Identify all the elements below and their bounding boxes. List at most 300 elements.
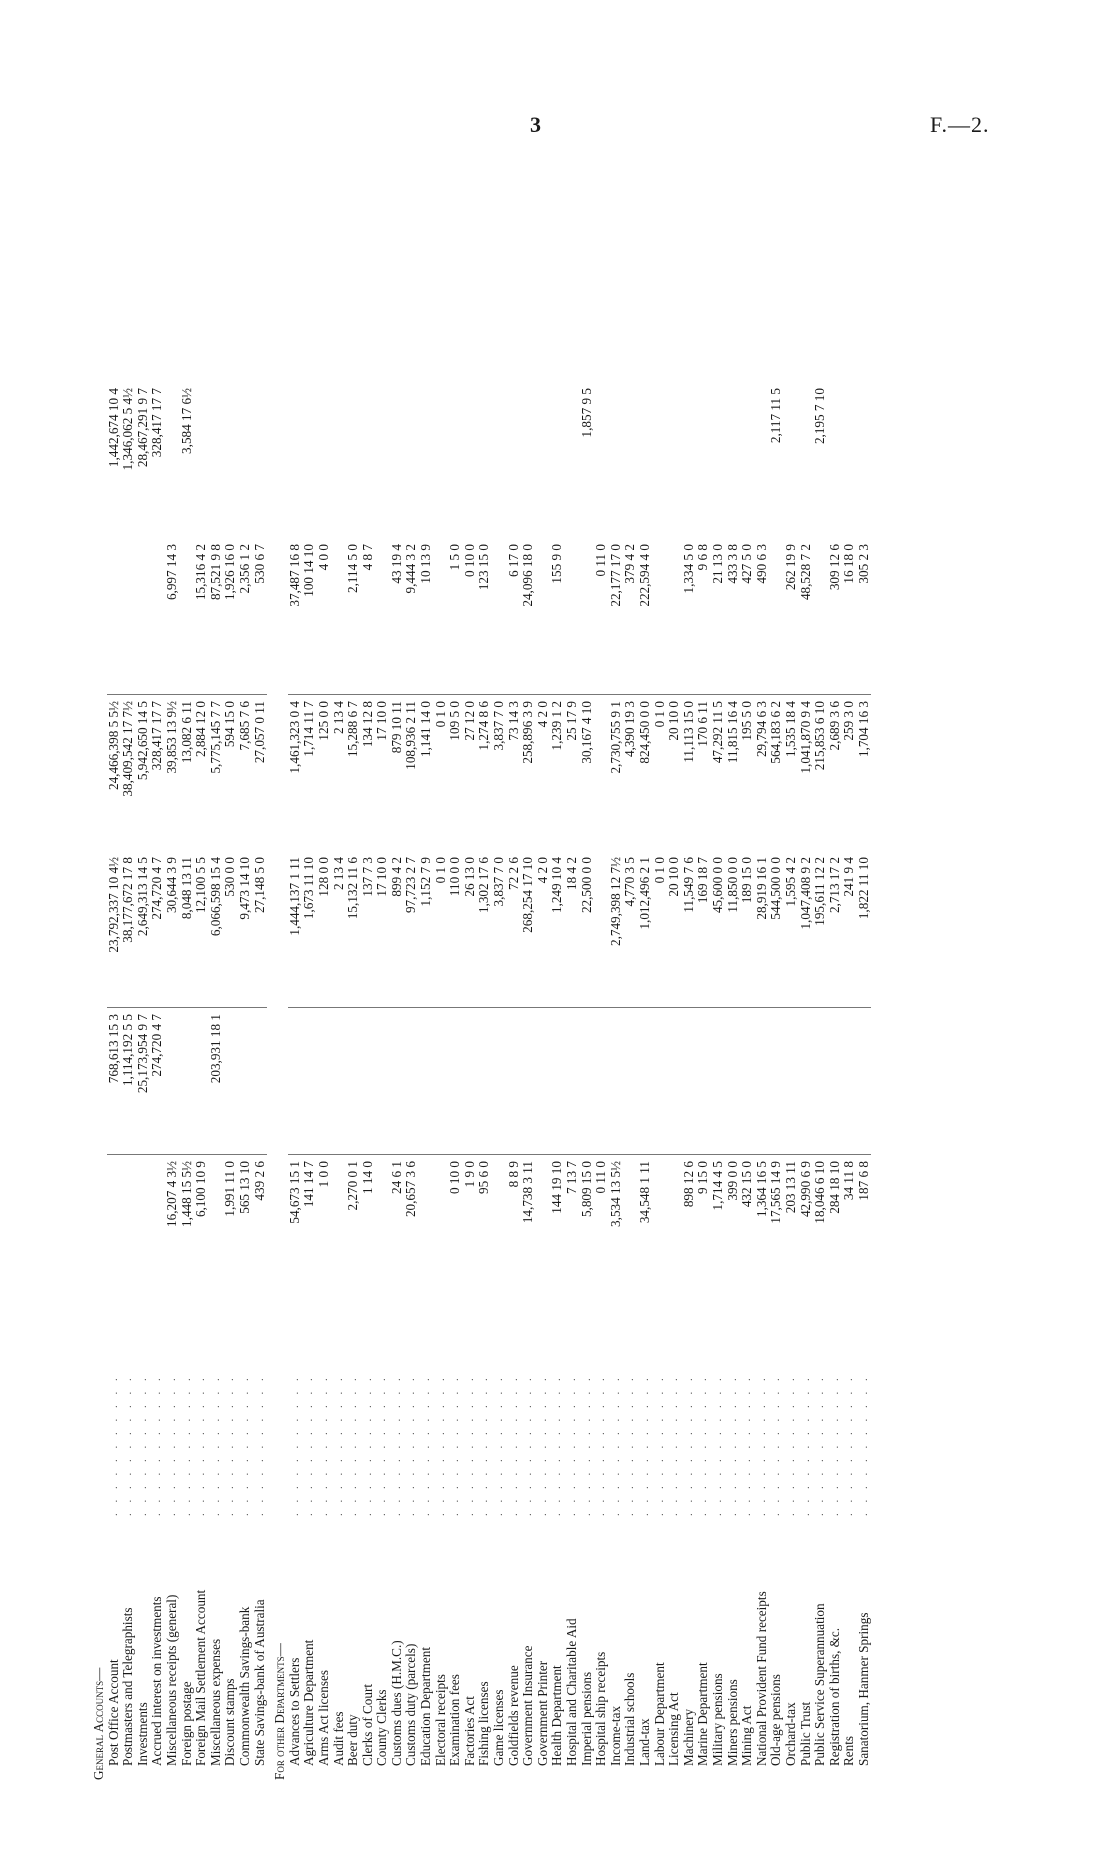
amount-c3: [594, 851, 609, 1008]
amount-c5: 22,177 17 0: [609, 538, 624, 695]
amount-c1: 42,990 6 9: [797, 1161, 813, 1218]
amount-c2: [769, 1008, 784, 1155]
row-label: Customs duty (parcels): [403, 1643, 419, 1766]
amount-c1: 284 18 10: [826, 1161, 842, 1214]
amount-c2: [580, 1008, 595, 1155]
leader-dots: . . . . . . . . . . .: [595, 1374, 608, 1516]
amount-c5: 530 6 7: [253, 538, 268, 695]
amount-c6: 1,346,062 5 4½: [120, 388, 136, 471]
amount-c2: [842, 1008, 857, 1155]
amount-c5: 2,114 5 0: [346, 538, 361, 695]
amount-c5: [653, 538, 668, 695]
amount-c4: 1,041,870 9 4: [797, 701, 813, 774]
amount-c3: 9,473 14 10: [238, 851, 253, 1008]
table-row: [302, 382, 317, 1780]
row-label: Factories Act: [461, 1696, 477, 1766]
leader-dots: . . . . . . . . . . .: [390, 1374, 403, 1516]
amount-c6: [477, 382, 492, 538]
amount-c1: 399 0 0: [724, 1161, 740, 1201]
amount-c3: 45,600 0 0: [711, 851, 726, 1008]
leader-dots: . . . . . . . . . . .: [288, 1374, 301, 1516]
amount-c6: [209, 382, 224, 538]
amount-c5: 0 11 0: [594, 538, 609, 695]
amount-c2: [507, 1008, 522, 1155]
ledger-table-rotated: [90, 130, 1010, 1780]
amount-c4: 27,057 0 11: [251, 701, 267, 764]
amount-c3: 1,595 4 2: [784, 851, 799, 1008]
amount-c3: 11,850 0 0: [726, 851, 741, 1008]
row-label: Foreign postage: [178, 1681, 194, 1766]
amount-c5: [536, 538, 551, 695]
leader-dots: . . . . . . . . . . .: [653, 1374, 666, 1516]
amount-c6: [317, 382, 332, 538]
amount-c5: [375, 538, 390, 695]
amount-c2: [238, 1008, 253, 1155]
leader-dots: . . . . . . . . . . .: [624, 1374, 637, 1516]
leader-dots: . . . . . . . . . . .: [566, 1374, 578, 1516]
amount-c6: [302, 382, 317, 538]
amount-c5: [565, 538, 580, 695]
row-label: Income-tax: [607, 1705, 623, 1766]
leader-dots: . . . . . . . . . . .: [332, 1374, 345, 1516]
amount-c2: [594, 1008, 609, 1155]
amount-c4: 25 17 9: [564, 701, 579, 741]
leader-dots: . . . . . . . . . . .: [522, 1374, 535, 1516]
ledger-table: [90, 382, 875, 1780]
leader-dots: . . . . . . . . . . .: [420, 1374, 433, 1516]
amount-c5: [332, 538, 347, 695]
amount-c1: 1,991 11 0: [222, 1161, 238, 1217]
amount-c1: 2,270 0 1: [345, 1161, 361, 1211]
amount-c4: 0 1 0: [651, 701, 667, 728]
amount-c2: [346, 1008, 361, 1155]
leader-dots: . . . . . . . . . . .: [536, 1374, 549, 1516]
amount-c3: 1,047,408 9 2: [799, 851, 814, 1008]
table-row: [346, 382, 361, 1780]
amount-c3: 137 7 3: [361, 851, 376, 1008]
amount-c1: 439 2 6: [251, 1161, 267, 1201]
amount-c1: [121, 1155, 136, 1312]
leader-dots: . . . . . . . . . . .: [828, 1374, 841, 1516]
amount-c4: 258,896 3 9: [520, 701, 536, 764]
amount-c1: 1,364 16 5: [753, 1161, 769, 1218]
row-label: Registration of births, &c.: [826, 1627, 842, 1766]
table-row: [434, 382, 449, 1780]
amount-c2: [682, 1008, 697, 1155]
amount-c6: [623, 382, 638, 538]
amount-c4: 134 12 8: [359, 701, 375, 748]
page-code: F.—2.: [930, 112, 990, 137]
amount-c4: 594 15 0: [222, 701, 238, 748]
table-row: [209, 382, 224, 1780]
table-row: [507, 382, 522, 1780]
amount-c5: [492, 538, 507, 695]
leader-dots: . . . . . . . . . . .: [478, 1374, 491, 1516]
amount-c2: [813, 1008, 828, 1155]
row-label: Arms Act licenses: [315, 1670, 331, 1766]
amount-c4: 108,936 2 11: [403, 701, 419, 770]
row-label: Postmasters and Telegraphists: [120, 1607, 136, 1766]
amount-c4: 824,450 0 0: [636, 701, 652, 764]
amount-c4: 1,704 16 3: [855, 701, 871, 758]
amount-c4: 4 2 0: [534, 701, 550, 728]
amount-c6: [492, 382, 507, 538]
amount-c2: [740, 1008, 755, 1155]
amount-c2: 1,114,192 5 5: [121, 1008, 136, 1155]
amount-c1: 8 8 9: [505, 1161, 521, 1188]
row-label: Hospital ship receipts: [593, 1651, 609, 1766]
amount-c6: [463, 382, 478, 538]
leader-dots: . . . . . . . . . . .: [463, 1374, 476, 1516]
amount-c6: [653, 382, 668, 538]
amount-c4: 328,417 17 7: [149, 701, 165, 771]
amount-c4: 73 14 3: [505, 701, 521, 741]
amount-c2: [492, 1008, 507, 1155]
amount-c5: [667, 538, 682, 695]
amount-c6: [784, 382, 799, 538]
amount-c3: 899 4 2: [390, 851, 405, 1008]
amount-c5: [180, 538, 195, 695]
amount-c4: 24,466,398 5 5½: [105, 701, 121, 791]
amount-c3: 268,254 17 10: [521, 851, 536, 1008]
amount-c6: [696, 382, 711, 538]
amount-c4: 170 6 11: [695, 701, 711, 747]
row-label: Fishing licenses: [476, 1681, 492, 1766]
table-row: [726, 382, 741, 1780]
amount-c1: 432 15 0: [739, 1161, 755, 1208]
amount-c3: 0 1 0: [653, 851, 668, 1008]
leader-dots: . . . . . . . . . . .: [253, 1374, 266, 1516]
amount-c2: 203,931 18 1: [209, 1008, 224, 1155]
amount-c5: 48,528 7 2: [799, 538, 814, 695]
table-row: [332, 382, 347, 1780]
amount-c6: [682, 382, 697, 538]
amount-c5: 100 14 10: [302, 538, 317, 695]
amount-c3: 530 0 0: [223, 851, 238, 1008]
table-row: [536, 382, 551, 1780]
amount-c2: [434, 1008, 449, 1155]
amount-c5: 6,997 14 3: [165, 538, 180, 695]
table-row: [463, 382, 478, 1780]
table-row: [492, 382, 507, 1780]
table-row: [317, 382, 332, 1780]
amount-c6: [346, 382, 361, 538]
table-row: [419, 382, 434, 1780]
amount-c2: [302, 1008, 317, 1155]
amount-c6: [375, 382, 390, 538]
amount-c1: 6,100 10 9: [193, 1161, 209, 1218]
amount-c6: 2,117 11 5: [768, 388, 784, 444]
leader-dots: . . . . . . . . . . .: [122, 1374, 135, 1516]
row-label: Sanatorium, Hanmer Springs: [855, 1612, 871, 1766]
amount-c6: [223, 382, 238, 538]
leader-dots: . . . . . . . . . . .: [814, 1374, 827, 1516]
amount-c6: [667, 382, 682, 538]
amount-c5: [121, 538, 136, 695]
amount-c4: 1,535 18 4: [782, 701, 798, 758]
leader-dots: . . . . . . . . . . .: [726, 1374, 739, 1516]
amount-c5: [813, 538, 828, 695]
amount-c5: 43 19 4: [390, 538, 405, 695]
row-label: National Provident Fund receipts: [753, 1591, 769, 1766]
leader-dots: . . . . . . . . . . .: [551, 1374, 564, 1516]
row-label: Public Service Superannuation: [812, 1603, 828, 1766]
amount-c4: 4,390 19 3: [622, 701, 638, 758]
leader-dots: . . . . . . . . . . .: [770, 1374, 783, 1516]
leader-dots: . . . . . . . . . . .: [405, 1374, 418, 1516]
row-label: Land-tax: [636, 1718, 652, 1766]
amount-c1: 95 6 0: [476, 1161, 492, 1194]
row-label: State Savings-bank of Australia: [251, 1599, 267, 1766]
table-row: [828, 382, 843, 1780]
leader-dots: . . . . . . . . . . .: [507, 1374, 520, 1516]
amount-c3: 97,723 2 7: [404, 851, 419, 1008]
amount-c4: 20 10 0: [666, 701, 682, 741]
table-row: [107, 382, 122, 1780]
amount-c3: 11,549 7 6: [682, 851, 697, 1008]
amount-c3: 2,649,313 14 5: [136, 851, 151, 1008]
amount-c1: [419, 1155, 434, 1312]
row-label: Orchard-tax: [782, 1702, 798, 1766]
amount-c5: 222,594 4 0: [638, 538, 653, 695]
amount-c2: [194, 1008, 209, 1155]
amount-c5: [434, 538, 449, 695]
amount-c1: 1,448 15 5½: [178, 1161, 194, 1227]
table-row: [740, 382, 755, 1780]
amount-c3: 1,822 11 10: [857, 851, 872, 1008]
amount-c3: 72 2 6: [507, 851, 522, 1008]
amount-c2: [223, 1008, 238, 1155]
amount-c4: 17 10 0: [374, 701, 390, 741]
amount-c1: [492, 1155, 507, 1312]
amount-c3: 1,673 11 10: [302, 851, 317, 1008]
amount-c5: 0 10 0: [463, 538, 478, 695]
amount-c2: [653, 1008, 668, 1155]
amount-c1: 203 13 11: [782, 1161, 798, 1214]
leader-dots: . . . . . . . . . . .: [209, 1374, 222, 1516]
amount-c6: 1,857 9 5: [578, 388, 594, 438]
amount-c4: 29,794 6 3: [753, 701, 769, 758]
row-label: Advances to Settlers: [286, 1657, 302, 1766]
table-row: [404, 382, 419, 1780]
row-label: Goldfields revenue: [505, 1665, 521, 1766]
table-row: [253, 382, 268, 1780]
table-row: [288, 382, 303, 1780]
amount-c2: [390, 1008, 405, 1155]
amount-c1: [653, 1155, 668, 1312]
page-number: 3: [530, 112, 541, 137]
amount-c3: 3,837 7 0: [492, 851, 507, 1008]
amount-c5: 6 17 0: [507, 538, 522, 695]
amount-c4: 2,884 12 0: [193, 701, 209, 758]
leader-dots: . . . . . . . . . . .: [799, 1374, 812, 1516]
amount-c6: [711, 382, 726, 538]
amount-c4: 1,714 11 7: [301, 701, 317, 757]
table-row: [857, 382, 872, 1780]
amount-c1: [434, 1155, 449, 1312]
amount-c4: 3,837 7 0: [491, 701, 507, 751]
amount-c6: [536, 382, 551, 538]
table-row: [667, 382, 682, 1780]
amount-c3: 23,792,337 10 4½: [107, 851, 122, 1008]
amount-c6: [638, 382, 653, 538]
leader-dots: . . . . . . . . . . .: [238, 1374, 251, 1516]
amount-c1: [107, 1155, 122, 1312]
amount-c5: 4 8 7: [361, 538, 376, 695]
amount-c5: 37,487 16 8: [288, 538, 303, 695]
table-row: [361, 382, 376, 1780]
table-row: [150, 382, 165, 1780]
amount-c4: [594, 695, 609, 852]
amount-c3: 128 0 0: [317, 851, 332, 1008]
amount-c5: 305 2 3: [857, 538, 872, 695]
amount-c1: 1,714 4 5: [709, 1161, 725, 1211]
amount-c5: 9 6 8: [696, 538, 711, 695]
table-row: [638, 382, 653, 1780]
amount-c6: [448, 382, 463, 538]
amount-c6: [194, 382, 209, 538]
table-row: [769, 382, 784, 1780]
row-label: Post Office Account: [105, 1659, 121, 1766]
leader-dots: . . . . . . . . . . .: [609, 1374, 622, 1516]
amount-c4: 125 0 0: [315, 701, 331, 741]
amount-c2: [784, 1008, 799, 1155]
amount-c2: [448, 1008, 463, 1155]
row-label: Examination fees: [447, 1674, 463, 1766]
amount-c6: [238, 382, 253, 538]
leader-dots: . . . . . . . . . . .: [784, 1374, 797, 1516]
amount-c2: [828, 1008, 843, 1155]
amount-c6: [419, 382, 434, 538]
amount-c2: [253, 1008, 268, 1155]
amount-c2: 25,173,954 9 7: [136, 1008, 151, 1155]
amount-c4: 564,183 6 2: [768, 701, 784, 764]
row-label: Discount stamps: [222, 1678, 238, 1766]
leader-dots: . . . . . . . . . . .: [449, 1374, 462, 1516]
amount-c3: 1,012,496 2 1: [638, 851, 653, 1008]
amount-c1: 141 14 7: [301, 1161, 317, 1208]
row-label: Marine Department: [695, 1662, 711, 1766]
table-row: [565, 382, 580, 1780]
amount-c6: [842, 382, 857, 538]
amount-c2: [638, 1008, 653, 1155]
amount-c4: 47,292 11 5: [709, 701, 725, 764]
table-row: [799, 382, 814, 1780]
amount-c2: [711, 1008, 726, 1155]
amount-c2: [317, 1008, 332, 1155]
amount-c2: [857, 1008, 872, 1155]
table-row: [223, 382, 238, 1780]
amount-c6: [434, 382, 449, 538]
amount-c4: 11,113 15 0: [680, 701, 696, 763]
amount-c1: 20,657 3 6: [403, 1161, 419, 1218]
amount-c2: [667, 1008, 682, 1155]
amount-c2: [463, 1008, 478, 1155]
row-label: Licensing Act: [666, 1692, 682, 1766]
amount-c4: 879 10 11: [388, 701, 404, 754]
amount-c1: [667, 1155, 682, 1312]
table-row: [521, 382, 536, 1780]
table-row: [194, 382, 209, 1780]
amount-c3: 2 13 4: [332, 851, 347, 1008]
table-row: [136, 382, 151, 1780]
row-label: Foreign Mail Settlement Account: [193, 1589, 209, 1766]
leader-dots: . . . . . . . . . . .: [668, 1374, 681, 1516]
amount-c6: [565, 382, 580, 538]
amount-c1: 16,207 4 3½: [163, 1161, 179, 1227]
amount-c2: [521, 1008, 536, 1155]
amount-c1: 0 10 0: [447, 1161, 463, 1194]
amount-c1: 1 9 0: [461, 1161, 477, 1188]
amount-c6: [857, 382, 872, 538]
amount-c6: [507, 382, 522, 538]
row-label: Rents: [841, 1735, 857, 1766]
amount-c3: 2,749,398 12 7½: [609, 851, 624, 1008]
leader-dots: . . . . . . . . . . .: [843, 1374, 856, 1516]
leader-dots: . . . . . . . . . . .: [136, 1374, 149, 1516]
amount-c5: 123 15 0: [477, 538, 492, 695]
amount-c2: [565, 1008, 580, 1155]
amount-c6: [404, 382, 419, 538]
amount-c1: 18,046 6 10: [812, 1161, 828, 1224]
table-row: [375, 382, 390, 1780]
amount-c5: 1,926 16 0: [223, 538, 238, 695]
amount-c3: 20 10 0: [667, 851, 682, 1008]
amount-c2: [696, 1008, 711, 1155]
amount-c3: 30,644 3 9: [165, 851, 180, 1008]
amount-c5: 1 5 0: [448, 538, 463, 695]
amount-c4: 2,689 3 6: [826, 701, 842, 751]
amount-c4: 39,853 13 9½: [163, 701, 179, 774]
amount-c2: [536, 1008, 551, 1155]
amount-c3: 195,611 12 2: [813, 851, 828, 1008]
row-label: Imperial pensions: [578, 1671, 594, 1766]
amount-c1: [150, 1155, 165, 1312]
amount-c4: 195 5 0: [739, 701, 755, 741]
section-heading-row: [271, 382, 288, 1780]
section-spacer: [871, 382, 875, 1780]
amount-c6: [609, 382, 624, 538]
amount-c6: [828, 382, 843, 538]
leader-dots: . . . . . . . . . . .: [711, 1374, 724, 1516]
amount-c1: 898 12 6: [680, 1161, 696, 1208]
amount-c3: 1,444,137 1 11: [288, 851, 303, 1008]
amount-c1: 24 6 1: [388, 1161, 404, 1194]
amount-c2: [755, 1008, 770, 1155]
amount-c5: 87,521 9 8: [209, 538, 224, 695]
amount-c5: 379 4 2: [623, 538, 638, 695]
amount-c6: [594, 382, 609, 538]
amount-c4: 5,942,650 14 5: [134, 701, 150, 781]
amount-c3: 2,713 17 2: [828, 851, 843, 1008]
table-row: [448, 382, 463, 1780]
amount-c6: [799, 382, 814, 538]
row-label: Military pensions: [709, 1673, 725, 1766]
amount-c4: 30,167 4 10: [578, 701, 594, 764]
row-label: Game licenses: [491, 1689, 507, 1766]
amount-c3: 8,048 13 11: [180, 851, 195, 1008]
amount-c2: [609, 1008, 624, 1155]
amount-c2: [288, 1008, 303, 1155]
table-row: [580, 382, 595, 1780]
amount-c3: 38,177,672 17 8: [121, 851, 136, 1008]
amount-c2: [165, 1008, 180, 1155]
amount-c2: [419, 1008, 434, 1155]
table-row: [842, 382, 857, 1780]
amount-c1: 1 14 0: [359, 1161, 375, 1194]
leader-dots: . . . . . . . . . . .: [361, 1374, 374, 1516]
row-label: Investments: [134, 1702, 150, 1766]
